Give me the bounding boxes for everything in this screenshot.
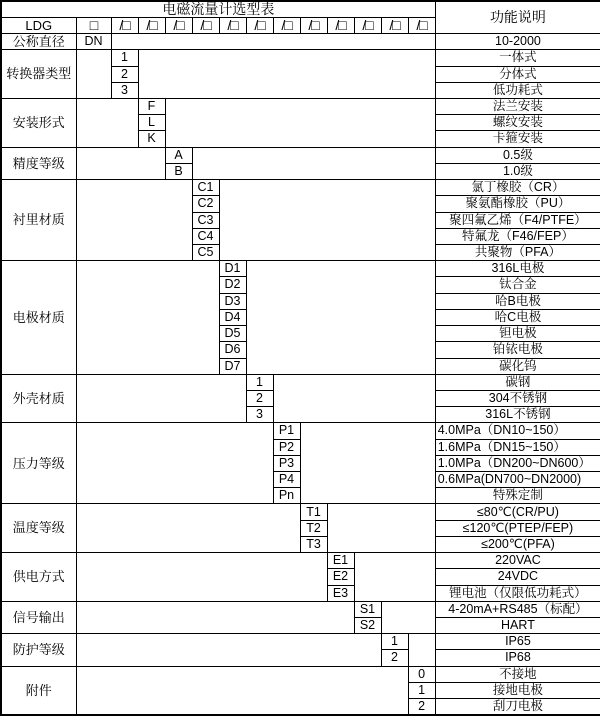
spacer-left-electrode-material xyxy=(76,261,219,375)
code-signal-output-S1: S1 xyxy=(354,601,381,617)
code-pressure-class-Pn: Pn xyxy=(273,488,300,504)
code-converter-type-3: 3 xyxy=(111,82,138,98)
code-lining-material-C4: C4 xyxy=(192,228,219,244)
code-lining-material-C3: C3 xyxy=(192,212,219,228)
desc-signal-output-S1: 4-20mA+RS485（标配） xyxy=(435,601,600,617)
code-electrode-material-D6: D6 xyxy=(219,342,246,358)
code-electrode-material-D1: D1 xyxy=(219,261,246,277)
spacer-left-converter-type xyxy=(76,50,111,99)
model-slash-box-3: /□ xyxy=(165,17,192,33)
desc-protection-class-1: IP65 xyxy=(435,634,600,650)
desc-accessories-1: 接地电极 xyxy=(435,682,600,698)
model-code-box: □ xyxy=(76,17,111,33)
code-signal-output-S2: S2 xyxy=(354,618,381,634)
code-accuracy-class-A: A xyxy=(165,147,192,163)
group-label-converter-type: 转换器类型 xyxy=(1,50,76,99)
code-protection-class-1: 1 xyxy=(381,634,408,650)
model-slash-box-1: /□ xyxy=(111,17,138,33)
code-electrode-material-D3: D3 xyxy=(219,293,246,309)
model-slash-box-5: /□ xyxy=(219,17,246,33)
group-label-power-supply: 供电方式 xyxy=(1,553,76,602)
spacer-left-installation-type xyxy=(76,99,138,148)
model-slash-box-9: /□ xyxy=(327,17,354,33)
group-label-installation-type: 安装形式 xyxy=(1,99,76,148)
group-label-nominal-diameter: 公称直径 xyxy=(1,34,76,50)
code-accuracy-class-B: B xyxy=(165,163,192,179)
desc-pressure-class-P3: 1.0MPa（DN200~DN600） xyxy=(435,455,600,471)
desc-converter-type-2: 分体式 xyxy=(435,66,600,82)
code-pressure-class-P1: P1 xyxy=(273,423,300,439)
code-converter-type-1: 1 xyxy=(111,50,138,66)
code-installation-type-F: F xyxy=(138,99,165,115)
group-label-accuracy-class: 精度等级 xyxy=(1,147,76,179)
desc-power-supply-E1: 220VAC xyxy=(435,553,600,569)
code-lining-material-C2: C2 xyxy=(192,196,219,212)
code-temperature-class-T3: T3 xyxy=(300,536,327,552)
spacer-right-nominal-diameter xyxy=(111,34,435,50)
code-electrode-material-D7: D7 xyxy=(219,358,246,374)
code-pressure-class-P4: P4 xyxy=(273,472,300,488)
spacer-right-pressure-class xyxy=(300,423,435,504)
code-accessories-1: 1 xyxy=(408,682,435,698)
code-accessories-2: 2 xyxy=(408,699,435,715)
code-lining-material-C5: C5 xyxy=(192,244,219,260)
model-slash-box-7: /□ xyxy=(273,17,300,33)
spacer-right-housing-material xyxy=(273,374,435,423)
desc-electrode-material-D6: 铂铱电极 xyxy=(435,342,600,358)
spacer-right-electrode-material xyxy=(246,261,435,375)
desc-housing-material-3: 316L不锈钢 xyxy=(435,407,600,423)
model-slash-box-4: /□ xyxy=(192,17,219,33)
code-pressure-class-P2: P2 xyxy=(273,439,300,455)
spacer-right-converter-type xyxy=(138,50,435,99)
group-label-accessories: 附件 xyxy=(1,666,76,715)
model-slash-box-11: /□ xyxy=(381,17,408,33)
desc-accessories-2: 刮刀电极 xyxy=(435,699,600,715)
desc-temperature-class-T2: ≤120℃(PTEP/FEP) xyxy=(435,520,600,536)
group-label-temperature-class: 温度等级 xyxy=(1,504,76,553)
desc-electrode-material-D1: 316L电极 xyxy=(435,261,600,277)
code-electrode-material-D5: D5 xyxy=(219,326,246,342)
code-temperature-class-T2: T2 xyxy=(300,520,327,536)
code-lining-material-C1: C1 xyxy=(192,180,219,196)
code-housing-material-2: 2 xyxy=(246,390,273,406)
desc-pressure-class-Pn: 特殊定制 xyxy=(435,488,600,504)
desc-electrode-material-D3: 哈B电极 xyxy=(435,293,600,309)
desc-lining-material-C4: 特氟龙（F46/FEP） xyxy=(435,228,600,244)
code-electrode-material-D4: D4 xyxy=(219,309,246,325)
desc-pressure-class-P2: 1.6MPa（DN15~150） xyxy=(435,439,600,455)
spacer-left-signal-output xyxy=(76,601,354,633)
desc-converter-type-3: 低功耗式 xyxy=(435,82,600,98)
desc-protection-class-2: IP68 xyxy=(435,650,600,666)
desc-electrode-material-D7: 碳化钨 xyxy=(435,358,600,374)
code-installation-type-K: K xyxy=(138,131,165,147)
group-label-lining-material: 衬里材质 xyxy=(1,180,76,261)
model-prefix: LDG xyxy=(1,17,76,33)
group-label-electrode-material: 电极材质 xyxy=(1,261,76,375)
code-housing-material-3: 3 xyxy=(246,407,273,423)
model-slash-box-10: /□ xyxy=(354,17,381,33)
spacer-left-lining-material xyxy=(76,180,192,261)
spacer-left-housing-material xyxy=(76,374,246,423)
desc-accuracy-class-A: 0.5级 xyxy=(435,147,600,163)
desc-power-supply-E2: 24VDC xyxy=(435,569,600,585)
desc-lining-material-C5: 共聚物（PFA） xyxy=(435,244,600,260)
spacer-left-accessories xyxy=(76,666,408,715)
desc-installation-type-L: 螺纹安装 xyxy=(435,115,600,131)
desc-installation-type-F: 法兰安装 xyxy=(435,99,600,115)
desc-temperature-class-T1: ≤80℃(CR/PU) xyxy=(435,504,600,520)
desc-power-supply-E3: 锂电池（仅限低功耗式） xyxy=(435,585,600,601)
spacer-right-temperature-class xyxy=(327,504,435,553)
spacer-left-accuracy-class xyxy=(76,147,165,179)
group-label-pressure-class: 压力等级 xyxy=(1,423,76,504)
code-installation-type-L: L xyxy=(138,115,165,131)
desc-lining-material-C3: 聚四氟乙烯（F4/PTFE） xyxy=(435,212,600,228)
code-pressure-class-P3: P3 xyxy=(273,455,300,471)
desc-lining-material-C1: 氯丁橡胶（CR） xyxy=(435,180,600,196)
desc-signal-output-S2: HART xyxy=(435,618,600,634)
spacer-right-lining-material xyxy=(219,180,435,261)
desc-accuracy-class-B: 1.0级 xyxy=(435,163,600,179)
desc-installation-type-K: 卡箍安装 xyxy=(435,131,600,147)
code-temperature-class-T1: T1 xyxy=(300,504,327,520)
spacer-right-accuracy-class xyxy=(192,147,435,179)
table-title: 电磁流量计选型表 xyxy=(1,1,435,17)
function-column-header: 功能说明 xyxy=(435,1,600,34)
code-power-supply-E2: E2 xyxy=(327,569,354,585)
model-slash-box-12: /□ xyxy=(408,17,435,33)
desc-electrode-material-D5: 钽电极 xyxy=(435,326,600,342)
desc-housing-material-1: 碳钢 xyxy=(435,374,600,390)
spacer-right-power-supply xyxy=(354,553,435,602)
desc-accessories-0: 不接地 xyxy=(435,666,600,682)
desc-lining-material-C2: 聚氨酯橡胶（PU） xyxy=(435,196,600,212)
spacer-right-protection-class xyxy=(408,634,435,666)
group-label-housing-material: 外壳材质 xyxy=(1,374,76,423)
model-slash-box-6: /□ xyxy=(246,17,273,33)
code-electrode-material-D2: D2 xyxy=(219,277,246,293)
group-label-protection-class: 防护等级 xyxy=(1,634,76,666)
spacer-left-pressure-class xyxy=(76,423,273,504)
model-slash-box-2: /□ xyxy=(138,17,165,33)
code-accessories-0: 0 xyxy=(408,666,435,682)
spacer-left-temperature-class xyxy=(76,504,300,553)
spacer-left-power-supply xyxy=(76,553,327,602)
desc-pressure-class-P1: 4.0MPa（DN10~150） xyxy=(435,423,600,439)
desc-pressure-class-P4: 0.6MPa(DN700~DN2000) xyxy=(435,472,600,488)
desc-electrode-material-D4: 哈C电极 xyxy=(435,309,600,325)
code-nominal-diameter-DN: DN xyxy=(76,34,111,50)
desc-housing-material-2: 304不锈钢 xyxy=(435,390,600,406)
group-label-signal-output: 信号输出 xyxy=(1,601,76,633)
model-slash-box-8: /□ xyxy=(300,17,327,33)
spacer-right-signal-output xyxy=(381,601,435,633)
desc-converter-type-1: 一体式 xyxy=(435,50,600,66)
code-protection-class-2: 2 xyxy=(381,650,408,666)
desc-temperature-class-T3: ≤200℃(PFA) xyxy=(435,536,600,552)
code-power-supply-E1: E1 xyxy=(327,553,354,569)
spacer-right-installation-type xyxy=(165,99,435,148)
desc-electrode-material-D2: 钛合金 xyxy=(435,277,600,293)
code-housing-material-1: 1 xyxy=(246,374,273,390)
spacer-left-protection-class xyxy=(76,634,381,666)
desc-nominal-diameter-DN: 10-2000 xyxy=(435,34,600,50)
code-power-supply-E3: E3 xyxy=(327,585,354,601)
code-converter-type-2: 2 xyxy=(111,66,138,82)
